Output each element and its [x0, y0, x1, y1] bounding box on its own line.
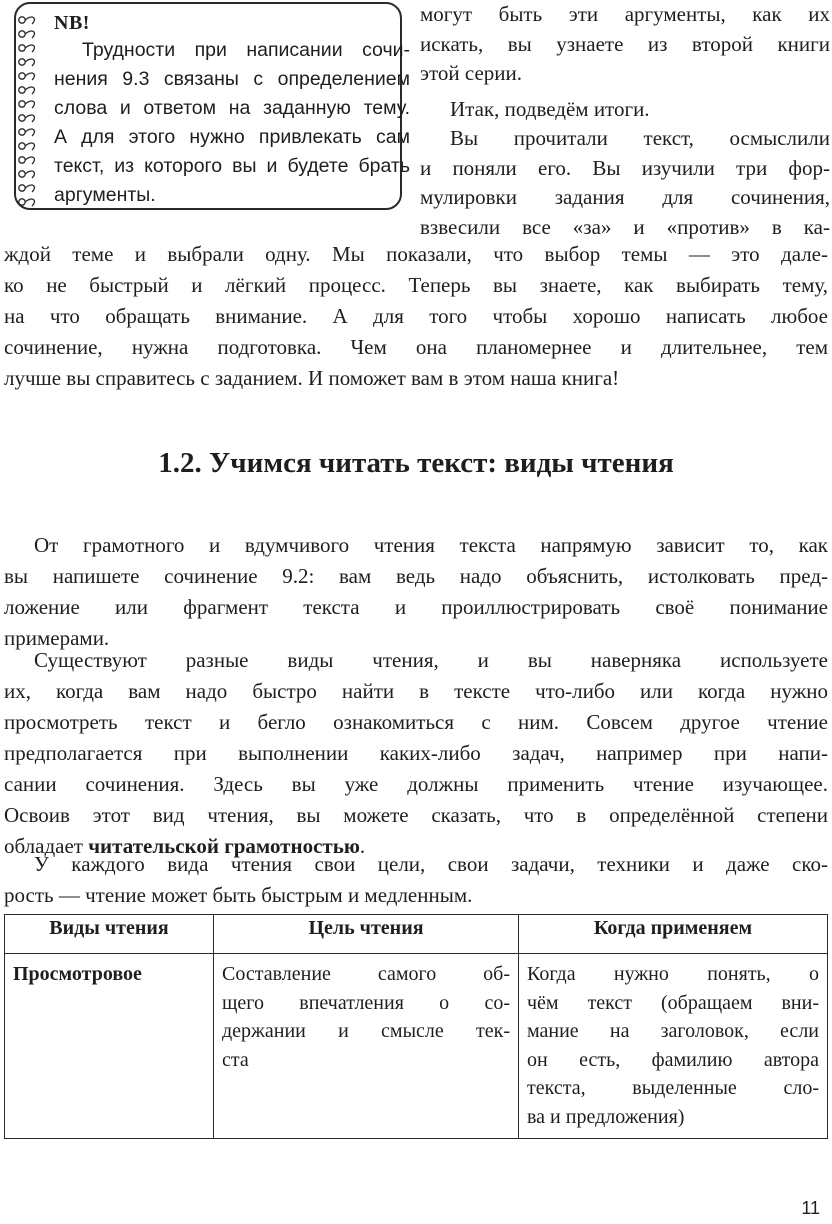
section-heading: 1.2. Учимся читать текст: виды чтения [158, 447, 674, 479]
cell-line: текста, выделенные сло- [527, 1077, 819, 1099]
spiral-binding-icon [16, 12, 44, 212]
text-line: лучше вы справитесь с заданием. И поможет вам в этом наша книга! [4, 366, 620, 390]
table-header-cell: Когда применяем [519, 915, 828, 954]
side-column-text [420, 0, 830, 242]
paragraph-2 [4, 645, 828, 862]
text-line: Существуют разные виды чтения, и вы наверняка используете [34, 648, 828, 672]
summary-paragraph [4, 239, 828, 394]
table-row [5, 954, 828, 1139]
text-line: предполагается при выполнении каких-либо задач, например при напи- [4, 741, 828, 765]
text-line: ко не быстрый и лёгкий процесс. Теперь вы знаете, как выбирать тему, [4, 273, 828, 297]
page-number: 11 [801, 1198, 820, 1218]
cell-line: Когда нужно понять, о [527, 963, 819, 985]
nb-line: нения 9.3 связаны с определением [54, 68, 410, 90]
table-header-cell: Виды чтения [5, 915, 214, 954]
text-line: вы напишете сочинение 9.2: вам ведь надо объяснить, истолковать пред- [4, 564, 828, 588]
text-line: их, когда вам надо быстро найти в тексте что-либо или когда нужно [4, 679, 828, 703]
nb-line: слова и ответом на заданную тему. [54, 97, 410, 119]
cell-line: ста [222, 1048, 249, 1071]
text-line: От грамотного и вдумчивого чтения текста напрямую зависит то, как [34, 533, 828, 557]
text-line: ложение или фрагмент текста и проиллюстрировать своё понимание [4, 595, 828, 619]
cell-line: чём текст (обращаем вни- [527, 991, 819, 1014]
text-line: сании сочинения. Здесь вы уже должны применить чтение изучающее. [4, 772, 828, 796]
text-line: У каждого вида чтения свои цели, свои задачи, техники и даже ско- [34, 852, 828, 876]
text-span: обладает [4, 834, 89, 858]
cell-line: Составление самого об- [222, 963, 510, 985]
table-header-cell: Цель чтения [214, 915, 519, 954]
paragraph-1 [4, 530, 828, 654]
table-header-row [5, 915, 828, 954]
text-line: взвесили все «за» и «против» в ка- [420, 214, 830, 239]
text-line: Освоив этот вид чтения, вы можете сказать, что в определённой степени [4, 803, 828, 827]
text-line: ждой теме и выбрали одну. Мы показали, что выбор темы — это дале- [4, 242, 828, 266]
cell-line: держании и смысле тек- [222, 1020, 510, 1042]
paragraph-3 [4, 849, 828, 911]
text-line: и поняли его. Вы изучили три фор- [420, 155, 830, 180]
reading-type-label: Просмотровое [13, 963, 142, 985]
text-line: этой серии. [420, 61, 523, 85]
text-line: просмотреть текст и бегло ознакомиться с ним. Совсем другое чтение [4, 710, 828, 734]
nb-text [54, 36, 410, 210]
text-line: мулировки задания для сочинения, [420, 185, 830, 209]
cell-line: он есть, фамилию автора [527, 1048, 819, 1071]
text-line: Итак, подведём итоги. [450, 96, 650, 121]
reading-type-cell [5, 954, 214, 1139]
cell-line: мание на заголовок, если [527, 1020, 819, 1042]
nb-line: текст, из которого вы и будете брать [54, 155, 410, 177]
text-line: примерами. [4, 626, 110, 650]
text-line: Вы прочитали текст, осмыслили [450, 126, 830, 150]
text-line: рость — чтение может быть быстрым и медленным. [4, 883, 473, 907]
reading-goal-cell [214, 954, 519, 1139]
reading-types-table [4, 914, 828, 1139]
nb-title: NB! [54, 12, 90, 34]
text-line: искать, вы узнаете из второй книги [420, 31, 830, 56]
nb-line: аргументы. [54, 184, 156, 206]
bold-term: читательской грамотностью [88, 834, 360, 858]
text-line: могут быть эти аргументы, как их [420, 2, 830, 26]
text-span: . [359, 834, 366, 858]
reading-when-cell [519, 954, 828, 1139]
nb-line: А для этого нужно привлекать сам [54, 126, 410, 148]
nb-line: Трудности при написании сочи- [82, 39, 410, 61]
nb-note-box [14, 2, 410, 210]
cell-line: ва и предложения) [527, 1105, 685, 1128]
text-line: на что обращать внимание. А для того чтобы хорошо написать любое [4, 304, 828, 328]
cell-line: щего впечатления о со- [222, 991, 510, 1014]
text-line: сочинение, нужна подготовка. Чем она планомернее и длительнее, тем [4, 335, 828, 359]
